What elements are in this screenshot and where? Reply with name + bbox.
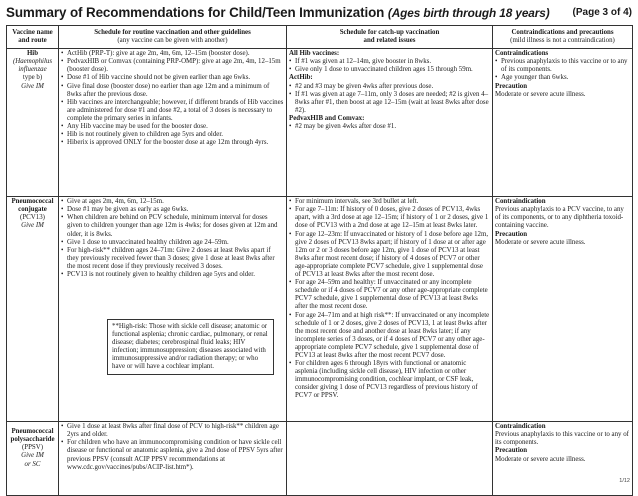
list-item: • If #1 was given at 12–14m, give booster in 8wks. (289, 58, 490, 66)
routine-cell (59, 49, 287, 197)
list-item: • #2 may be given 4wks after dose #1. (289, 123, 490, 131)
list-item: • Age younger than 6wks. (495, 74, 630, 82)
list-item: • Hib is not routinely given to children age 5yrs and older. (61, 131, 284, 139)
list-item: • For age 24–59m and healthy: If unvaccinated or any incomplete schedule or if 4 doses of PCV7 or any other age-appropriate complete PCV7 schedule, give 1 supplemental dose of PCV13 at least 8wks after the most recent dose. (289, 279, 490, 311)
table-row (7, 422, 633, 496)
list-item: • For age 24–71m and at high risk**: If unvaccinated or any incomplete schedule of 1 or 2 doses, give 2 doses of PCV13, 1 at least 8wks after the most recent dose and another dose at least 8wks later; if any incomplete series of 3 doses, or if 4 doses of PCV7 or any other age-appropriate complete PCV7 schedule, give 1 supplemental dose of PCV13 at least 8wks after the most recent PCV7 dose. (289, 312, 490, 361)
footer-date: 1/12 (619, 478, 630, 484)
vaccine-name-cell: Hib (Haemophilus influenzae type b) Give IM (7, 49, 59, 197)
list-item: • For children who have an immunocompromising condition or have sickle cell disease or functional or anatomic asplenia, give a 2nd dose of PPSV 5yrs after previous PPSV (consult ACIP PPSV recommendations at www.cdc.gov/vaccines/pubs/ACIP-list.htm*). (61, 439, 284, 471)
contraindications-cell: Contraindications • Previous anaphylaxis to this vaccine or to any of its components. • Age younger than 6wks. Precaution Moderate or severe acute illness. (493, 49, 633, 197)
list-item: • Previous anaphylaxis to this vaccine or to any of its components. (495, 58, 630, 74)
routine-cell (59, 422, 287, 496)
list-item: • For age 12–23m: If unvaccinated or history of 1 dose before age 12m, give 2 doses of PCV13 8wks apart; if history of 1 dose at or after age 12m or 2 or 3 doses before age 12m, give 1 dose of PCV13 at least 8wks after most recent dose; if history of 4 doses of PCV7 or other age-appropriate complete PCV7 schedule, give 1 supplemental dose of PCV13 at least 8wks after the most recent dose. (289, 231, 490, 280)
header-routine: Schedule for routine vaccination and other guidelines (any vaccine can be given with another) (59, 26, 287, 49)
list-item: • Give only 1 dose to unvaccinated children ages 15 through 59m. (289, 66, 490, 74)
list-item: • PedvaxHIB or Comvax (containing PRP-OMP): give at age 2m, 4m, 12–15m (booster dose). (61, 58, 284, 74)
list-item: • Hiberix is approved ONLY for the booster dose at age 12m through 4yrs. (61, 139, 284, 147)
list-item: • When children are behind on PCV schedule, minimum interval for doses given to children younger than age 12m is 4wks; for doses given at 12m and older, it is 8wks. (61, 214, 284, 238)
header-vaccine: Vaccine name and route (7, 26, 59, 49)
high-risk-note: **High-risk: Those with sickle cell disease; anatomic or functional asplenia; chronic cardiac, pulmonary, or renal disease; diabetes; cerebrospinal fluid leaks; HIV infection; immunosuppression; diseases associated with immunosuppressive and/or radiation therapy; or who have or will have a cochlear implant. (107, 319, 274, 375)
list-item: • Hib vaccines are interchangeable; however, if different brands of Hib vaccines are administered for dose #1 and dose #2, a total of 3 doses is necessary to complete the primary series in infants. (61, 99, 284, 123)
list-item: • If #1 was given at age 7–11m, only 3 doses are needed; #2 is given 4–8wks after #1, then boost at age 12–15m (wait at least 8wks after dose #2). (289, 91, 490, 115)
list-item: • Give at ages 2m, 4m, 6m, 12–15m. (61, 198, 284, 206)
table-row (7, 49, 633, 197)
page-subtitle: (Ages birth through 18 years) (387, 6, 550, 20)
list-item: • PCV13 is not routinely given to healthy children age 5yrs and older. (61, 271, 284, 279)
table-row (7, 197, 633, 422)
catchup-cell (287, 197, 493, 422)
list-item: • ActHib (PRP-T): give at age 2m, 4m, 6m, 12–15m (booster dose). (61, 50, 284, 58)
catchup-cell (287, 422, 493, 496)
list-item: • Give 1 dose at least 8wks after final dose of PCV to high-risk** children age 2yrs and older. (61, 423, 284, 439)
title-row (6, 5, 632, 21)
header-row (7, 26, 633, 49)
list-item: • For high-risk** children ages 24–71m: Give 2 doses at least 8wks apart if they previously received fewer than 3 doses; give 1 dose at least 8wks after the most recent dose if they previously received 3 doses. (61, 247, 284, 271)
contraindications-cell: Contraindication Previous anaphylaxis to a PCV vaccine, to any of its components, or to any diphtheria toxoid-containing vaccine. Precaution Moderate or severe acute illness. (493, 197, 633, 422)
list-item: • Dose #1 of Hib vaccine should not be given earlier than age 6wks. (61, 74, 284, 82)
contraindications-cell: Contraindication Previous anaphylaxis to this vaccine or to any of its components. Precaution Moderate or severe acute illness. (493, 422, 633, 496)
header-catchup: Schedule for catch-up vaccination and related issues (287, 26, 493, 49)
list-item: • For age 7–11m: If history of 0 doses, give 2 doses of PCV13, 4wks apart, with a 3rd dose at age 12–15m; if history of 1 or 2 doses, give 1 dose of PCV13 with a 2nd dose at age 12–15m at least 8wks later. (289, 206, 490, 230)
list-item: • Give 1 dose to unvaccinated healthy children age 24–59m. (61, 239, 284, 247)
list-item: • For children ages 6 through 18yrs with functional or anatomic asplenia (including sickle cell disease), HIV infection or other immunocompromising condition, cochlear implant, or CSF leak, consider giving 1 dose of PCV13 regardless of previous history of PCV7 or PPSV. (289, 360, 490, 400)
list-item: • Give final dose (booster dose) no earlier than age 12m and a minimum of 8wks after the previous dose. (61, 83, 284, 99)
vaccine-name-cell: Pneumococcal polysaccharide (PPSV) Give IM or SC (7, 422, 59, 496)
page-number: (Page 3 of 4) (572, 7, 632, 18)
routine-cell (59, 197, 287, 422)
page-title: Summary of Recommendations for Child/Teen Immunization (Ages birth through 18 years) (6, 5, 550, 20)
recommendations-table (6, 25, 633, 496)
list-item: • Dose #1 may be given as early as age 6wks. (61, 206, 284, 214)
list-item: • For minimum intervals, see 3rd bullet at left. (289, 198, 490, 206)
list-item: • #2 and #3 may be given 4wks after previous dose. (289, 83, 490, 91)
catchup-cell: All Hib vaccines: • If #1 was given at 12–14m, give booster in 8wks. • Give only 1 dose to unvaccinated children ages 15 through 59m. ActHib: • #2 and #3 may be given 4wks after previous dose. • If #1 was given at age 7–11m, only 3 doses are needed; #2 is given 4–8wks after #1, then boost at age 12–15m (wait at least 8wks after dose #2). PedvaxHIB and Comvax: • #2 may be given 4wks after dose #1. (287, 49, 493, 197)
vaccine-name-cell: Pneumococcal conjugate (PCV13) Give IM (7, 197, 59, 422)
list-item: • Any Hib vaccine may be used for the booster dose. (61, 123, 284, 131)
header-contraindications: Contraindications and precautions (mild illness is not a contraindication) (493, 26, 633, 49)
